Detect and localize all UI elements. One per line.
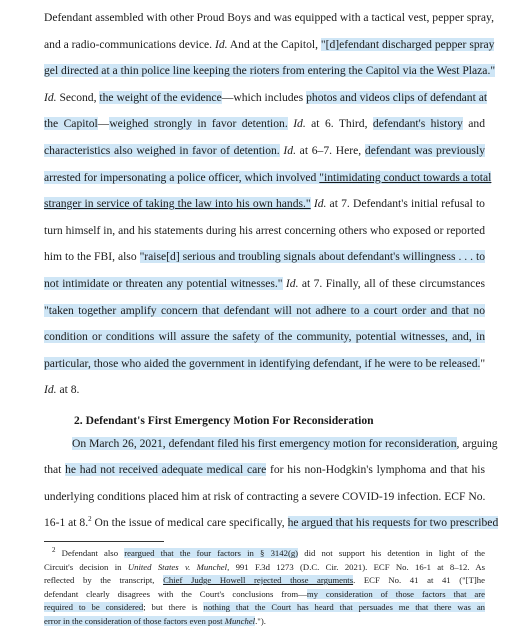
text-run: "intimidating conduct towards a total — [319, 170, 492, 184]
text-run: 16-1 at 8. — [44, 516, 89, 530]
text-run: at 8. — [56, 383, 80, 397]
text-line — [44, 88, 488, 108]
text-run: he argued that his requests for two prescribed — [287, 516, 499, 530]
text-line — [44, 8, 494, 28]
text-line — [44, 114, 485, 134]
text-run: — — [97, 117, 110, 131]
text-run: that — [44, 463, 66, 477]
text-run: gel directed at a thin police line keeping the rioters from entering the Capitol via the West Plaza." — [44, 64, 496, 78]
text-run: . ECF No. 41 at 41 ("[T]he — [353, 575, 485, 585]
text-line — [44, 301, 485, 321]
text-run: him to the FBI, also — [44, 250, 140, 264]
text-run: arrested for impersonating a police officer, which involved — [44, 170, 320, 184]
text-run: Id. — [285, 277, 299, 290]
text-run: Circuit's decision in — [44, 561, 128, 572]
text-run: defendant's history — [372, 117, 463, 131]
footnote-separator — [44, 541, 164, 542]
text-line — [44, 61, 496, 81]
text-run: the weight of the evidence — [99, 90, 222, 104]
footnote-ref: 2 — [52, 546, 56, 555]
text-run: , arguing — [456, 436, 498, 450]
text-run: Defendant assembled with other Proud Boys and was equipped with a tactical vest, pepper spray, — [44, 11, 494, 24]
text-run: turn himself in, and his statements during his arrest concerning others who exposed or reported — [44, 223, 485, 237]
text-run: at 7. Defendant's initial refusal to — [326, 197, 485, 211]
text-run: defendant was previously — [364, 144, 485, 157]
footnote-line — [44, 601, 485, 614]
text-line — [44, 274, 485, 294]
text-run: my consideration of those factors that are — [306, 588, 486, 599]
text-run: the Capitol — [44, 117, 98, 131]
text-run: stranger in service of taking the law into his own hands." — [44, 197, 311, 211]
text-run: particular, those who aided the government in identifying defendant, if he were to be released. — [44, 356, 481, 370]
text-run: weighed strongly in favor detention. — [109, 117, 288, 131]
footnote-line — [52, 547, 485, 560]
text-run: and a radio-communications device. — [44, 37, 215, 51]
text-run: defendant clearly disagrees with the Court's conclusions from— — [44, 588, 307, 599]
text-run: photos and videos clips of defendant at — [306, 90, 488, 104]
text-run: Id. — [313, 197, 327, 211]
text-run: Munchel — [224, 615, 256, 626]
text-run: reargued that the four factors in § 3142(g) — [124, 548, 299, 558]
text-run: characteristics also weighed in favor of detention. — [44, 144, 280, 157]
text-run: Id. — [293, 117, 306, 131]
text-run: , 991 F.3d 1273 (D.C. Cir. 2021). ECF No. 16-1 at 8–12. As — [227, 561, 485, 572]
text-run: "[d]efendant discharged pepper spray — [320, 37, 495, 51]
text-run: Defendant also — [55, 548, 125, 558]
footnote-line — [44, 561, 485, 574]
text-line — [44, 35, 495, 55]
text-run: Second, — [56, 90, 100, 104]
text-run: "raise[d] serious and troubling signals about defendant's willingness . . . to — [139, 250, 485, 264]
text-run: —which includes — [221, 90, 307, 104]
text-run: Id. — [214, 37, 228, 51]
text-run: Chief Judge Howell rejected those arguments — [163, 575, 354, 585]
text-line — [44, 327, 485, 347]
text-run: error in the consideration of those factors even post — [44, 615, 225, 626]
text-run: he had not received adequate medical care — [65, 463, 267, 477]
text-run: nothing that the Court has heard that persuades me that there was an — [203, 602, 486, 612]
text-run: Id. — [44, 90, 57, 104]
text-run: "taken together amplify concern that defendant will not adhere to a court order and that no — [44, 303, 485, 317]
text-run: " — [480, 356, 486, 370]
text-line — [44, 354, 485, 374]
text-line — [44, 247, 485, 267]
text-run: at 6. Third, — [305, 117, 373, 131]
text-line — [44, 141, 485, 161]
footnote-line — [44, 588, 485, 601]
text-run: at 7. Finally, all of these circumstances — [298, 277, 485, 290]
text-run: Id. — [44, 383, 57, 397]
text-run: Id. — [283, 144, 296, 157]
text-run: On the issue of medical care specifically, — [91, 516, 288, 530]
text-run: ."). — [255, 615, 266, 626]
text-line — [44, 194, 485, 214]
text-line — [72, 434, 498, 454]
text-run: And at the Capitol, — [227, 37, 321, 51]
text-run: did not support his detention in light of the — [298, 548, 485, 558]
footnote-ref: 2 — [88, 515, 92, 524]
text-run: for his non-Hodgkin's lymphoma and that his — [266, 463, 485, 477]
text-run: United States v. Munchel — [127, 561, 228, 572]
text-run: at 6–7. Here, — [295, 144, 365, 157]
text-line — [44, 460, 485, 480]
text-run: condition or conditions will assure the safety of the community, potential witnesses, and, in — [44, 330, 485, 344]
footnote-line — [44, 574, 485, 587]
text-line — [44, 168, 492, 188]
text-line — [44, 221, 485, 241]
text-line — [44, 380, 79, 400]
text-run: ; but there is — [143, 602, 204, 612]
text-run: not intimidate or threaten any potential witnesses." — [44, 277, 283, 290]
footnote-line — [44, 615, 485, 628]
text-line — [44, 487, 485, 507]
text-run: required to be considered — [44, 602, 144, 612]
text-run: and — [462, 117, 485, 131]
text-run: 2. Defendant's First Emergency Motion For Reconsideration — [74, 414, 374, 427]
section-heading — [74, 411, 374, 431]
text-line — [44, 513, 499, 533]
text-run: On March 26, 2021, defendant filed his first emergency motion for reconsideration — [72, 436, 457, 450]
text-run: reflected by the transcript, — [44, 575, 164, 585]
text-run: underlying conditions placed him at risk of contracting a severe COVID-19 infection. ECF No. — [44, 489, 486, 503]
